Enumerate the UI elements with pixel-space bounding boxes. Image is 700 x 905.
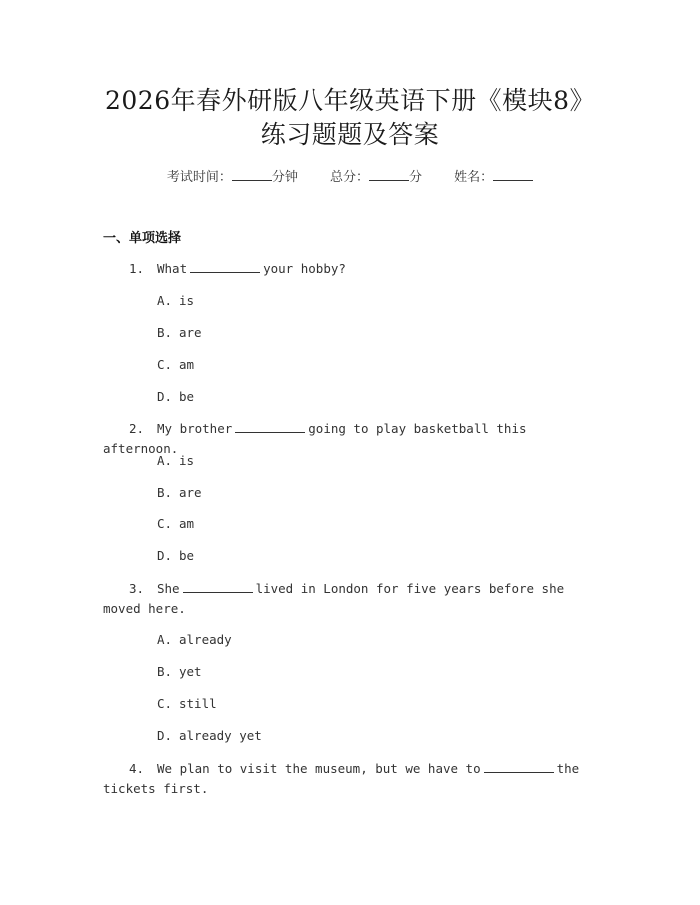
question-number: 3.: [129, 581, 145, 596]
document-title-line-2: 练习题题及答案: [260, 120, 440, 149]
student-name-field: [454, 168, 533, 188]
question-4: [103, 759, 593, 799]
question-1: [103, 259, 593, 279]
question-text-after: lived in London for five years before she moved here.: [103, 581, 565, 616]
option-letter: B.: [157, 485, 173, 500]
question-text-after: the tickets first.: [103, 761, 580, 796]
option-b: [157, 484, 202, 502]
option-d: [157, 727, 262, 745]
option-text: already yet: [179, 728, 262, 743]
option-text: still: [179, 696, 217, 711]
option-letter: C.: [157, 516, 173, 531]
answer-blank: [183, 581, 253, 593]
exam-time-label: 考试时间：: [166, 170, 232, 185]
option-text: am: [179, 357, 195, 372]
option-text: be: [179, 389, 195, 404]
option-d: [157, 388, 194, 406]
question-text-before: My brother: [157, 421, 233, 436]
option-text: be: [179, 548, 195, 563]
question-text-before: We plan to visit the museum, but we have to: [157, 761, 481, 776]
question-text-after: going to play basketball this afternoon.: [103, 421, 527, 456]
document-title-line-1: 2026年春外研版八年级英语下册《模块8》: [104, 86, 596, 115]
option-a: [157, 292, 194, 310]
total-score-blank: [369, 168, 409, 181]
option-text: already: [179, 632, 232, 647]
option-c: [157, 695, 217, 713]
total-score-label: 总分：: [329, 170, 369, 185]
option-letter: D.: [157, 728, 173, 743]
question-number: 1.: [129, 261, 145, 276]
exam-time-unit: 分钟: [271, 170, 298, 185]
question-text-before: What: [157, 261, 188, 276]
answer-blank: [190, 261, 260, 273]
option-letter: C.: [157, 696, 173, 711]
option-b: [157, 663, 202, 681]
total-score-field: [330, 168, 422, 188]
option-text: is: [179, 293, 195, 308]
question-text-after: your hobby?: [263, 261, 346, 276]
option-letter: A.: [157, 453, 173, 468]
answer-blank: [235, 421, 305, 433]
option-text: are: [179, 485, 202, 500]
option-a: [157, 631, 232, 649]
option-c: [157, 356, 194, 374]
student-name-label: 姓名：: [454, 170, 494, 185]
student-name-blank: [493, 168, 533, 181]
answer-blank: [484, 761, 554, 773]
option-letter: B.: [157, 325, 173, 340]
option-letter: C.: [157, 357, 173, 372]
option-text: are: [179, 325, 202, 340]
exam-time-field: [167, 168, 298, 188]
option-d: [157, 547, 194, 565]
option-letter: A.: [157, 632, 173, 647]
section-heading: 一、单项选择: [103, 231, 182, 246]
question-number: 2.: [129, 421, 145, 436]
exam-time-blank: [232, 168, 272, 181]
total-score-unit: 分: [409, 170, 423, 185]
option-b: [157, 324, 202, 342]
option-text: yet: [179, 664, 202, 679]
question-number: 4.: [129, 761, 145, 776]
option-letter: A.: [157, 293, 173, 308]
option-text: is: [179, 453, 195, 468]
exam-info-bar: [0, 168, 700, 188]
option-a: [157, 452, 194, 470]
option-letter: B.: [157, 664, 173, 679]
option-letter: D.: [157, 548, 173, 563]
question-3: [103, 579, 593, 619]
option-c: [157, 515, 194, 533]
option-letter: D.: [157, 389, 173, 404]
option-text: am: [179, 516, 195, 531]
question-text-before: She: [157, 581, 180, 596]
